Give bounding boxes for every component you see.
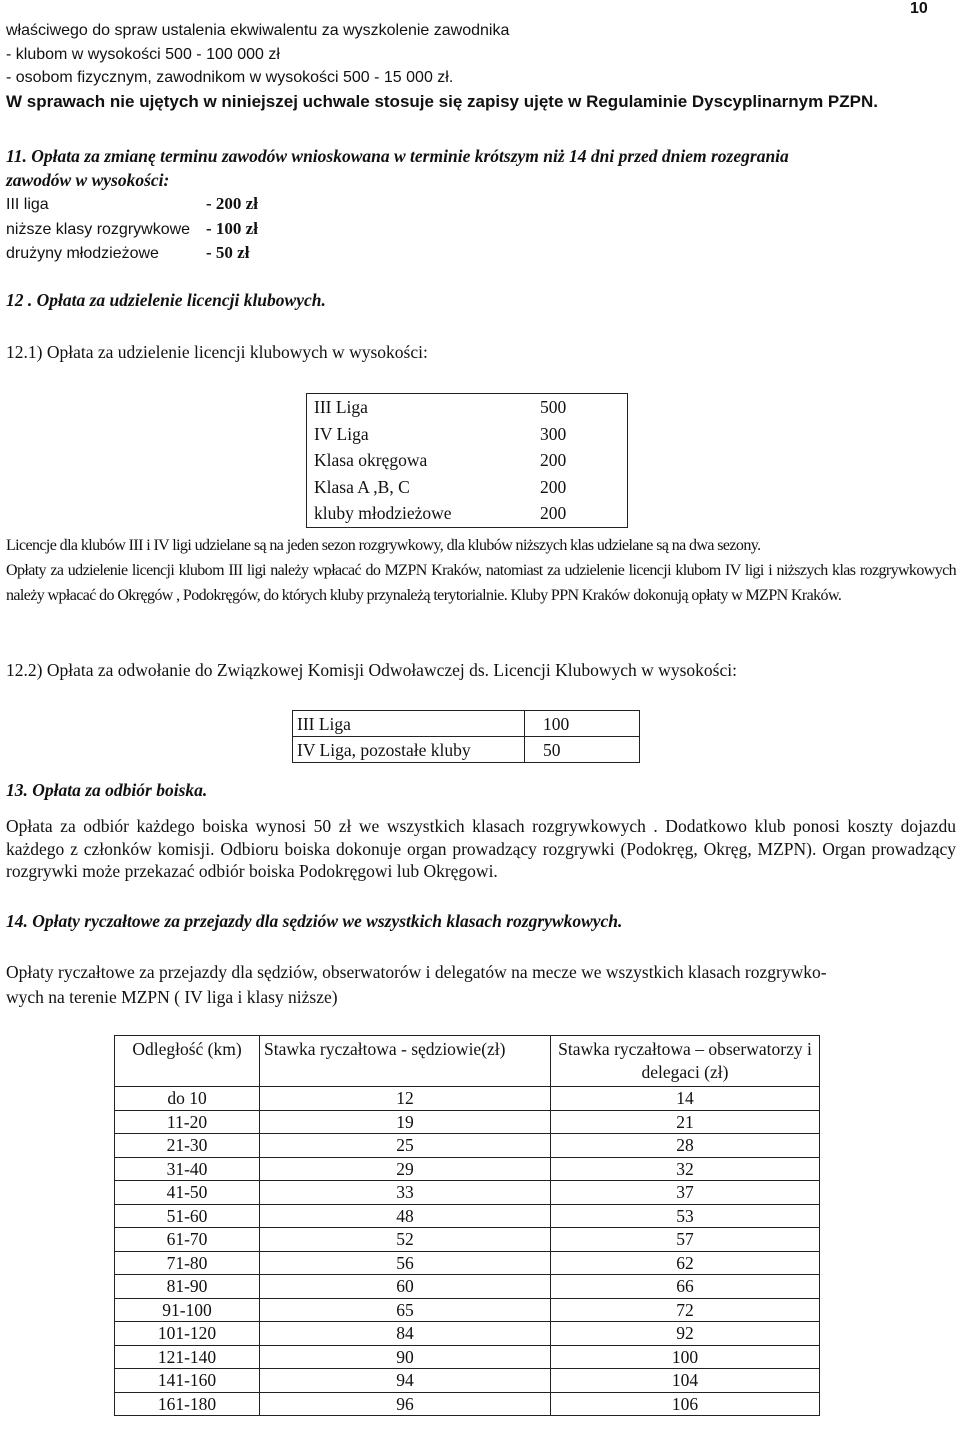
table-cell: 161-180: [115, 1392, 260, 1416]
fee-amount: - 200 zł: [206, 194, 258, 213]
page-number: 10: [910, 0, 928, 17]
table-cell: 28: [551, 1134, 820, 1158]
table-row: [293, 711, 640, 737]
intro-line-2: - klubom w wysokości 500 - 100 000 zł: [6, 46, 280, 63]
table-row: [115, 1392, 820, 1416]
table-cell: 33: [260, 1181, 551, 1205]
table-cell: 500: [540, 397, 567, 418]
section-13-text: Opłata za odbiór każdego boiska wynosi 50 zł we wszystkich klasach rozgrywkowych . Dodatkowo klub ponosi koszty dojazdu każdego z członków komisji. Odbioru boiska dokonuje organ prowadzący rozgrywki (Podokręg, Okręg, MZPN). Organ prowadzący rozgrywki może przekazać odbiór boiska Podokręgowi lub Okręgowi.: [6, 816, 956, 881]
table-cell: 94: [260, 1369, 551, 1393]
intro-line-1: właściwego do spraw ustalenia ekwiwalentu za wyszkolenie zawodnika: [6, 22, 510, 39]
fee-amount: - 100 zł: [206, 219, 258, 238]
appeal-fee-table: [292, 710, 640, 763]
intro-line-3: - osobom fizycznym, zawodnikom w wysokości 500 - 15 000 zł.: [6, 69, 454, 86]
table-row: [307, 474, 628, 501]
table-cell: 41-50: [115, 1181, 260, 1205]
travel-rates-table: [114, 1035, 820, 1416]
table-cell: 200: [540, 450, 567, 471]
table-cell: IV Liga: [314, 423, 369, 444]
fee-row: [6, 218, 258, 241]
table-cell: kluby młodzieżowe: [314, 503, 452, 524]
table-cell: 84: [260, 1322, 551, 1346]
table-row: [115, 1087, 820, 1111]
table-cell: 100: [551, 1345, 820, 1369]
table-cell: 57: [551, 1228, 820, 1252]
intro-line-4: W sprawach nie ujętych w niniejszej uchwale stosuje się zapisy ujęte w Regulaminie Dyscyplinarnym PZPN.: [6, 92, 878, 111]
table-cell: 50: [525, 737, 640, 763]
section-12-2-text: 12.2) Opłata za odwołanie do Związkowej Komisji Odwoławczej ds. Licencji Klubowych w wysokości:: [6, 660, 737, 680]
table-row: [115, 1345, 820, 1369]
fee-label: drużyny młodzieżowe: [6, 245, 159, 262]
table-row: [115, 1228, 820, 1252]
table-cell: 96: [260, 1392, 551, 1416]
table-cell: 48: [260, 1204, 551, 1228]
table-cell: III Liga: [293, 711, 525, 737]
table-cell: 60: [260, 1275, 551, 1299]
table-cell: 31-40: [115, 1157, 260, 1181]
section-13-heading: 13. Opłata za odbiór boiska.: [6, 780, 208, 800]
table-row: [115, 1369, 820, 1393]
fee-row: [6, 193, 258, 216]
table-cell: 61-70: [115, 1228, 260, 1252]
table-cell: 71-80: [115, 1251, 260, 1275]
table-cell: 11-20: [115, 1110, 260, 1134]
table-cell: Klasa okręgowa: [314, 450, 428, 471]
table-cell: 19: [260, 1110, 551, 1134]
section-11-heading-line-2: zawodów w wysokości:: [6, 170, 170, 190]
section-11-heading-line-1: 11. Opłata za zmianę terminu zawodów wnioskowana w terminie krótszym niż 14 dni przed dniem rozegrania: [6, 146, 789, 166]
licence-note-2: Opłaty za udzielenie licencji klubom III ligi należy wpłacać do MZPN Kraków, natomiast za udzielenie licencji klubom IV ligi i niższych klas rozgrywkowych należy wpłacać do Okręgów , Podokręgów, do których kluby przynależą terytorialnie. Kluby PPN Kraków dokonują opłaty w MZPN Kraków.: [6, 562, 956, 604]
table-cell: III Liga: [314, 397, 368, 418]
table-cell: 101-120: [115, 1322, 260, 1346]
table-cell: 121-140: [115, 1345, 260, 1369]
table-cell: 91-100: [115, 1298, 260, 1322]
table-cell: 52: [260, 1228, 551, 1252]
table-row: [115, 1298, 820, 1322]
table-cell: 56: [260, 1251, 551, 1275]
licence-fee-table: [306, 393, 628, 528]
table-row: [307, 421, 628, 448]
table-cell: 51-60: [115, 1204, 260, 1228]
fee-label: niższe klasy rozgrywkowe: [6, 221, 191, 238]
table-row: [115, 1204, 820, 1228]
table-cell: 53: [551, 1204, 820, 1228]
table-cell: 66: [551, 1275, 820, 1299]
table-row: [115, 1134, 820, 1158]
table-cell: 81-90: [115, 1275, 260, 1299]
table-cell: 21-30: [115, 1134, 260, 1158]
table-row: [115, 1157, 820, 1181]
fee-row: [6, 242, 249, 265]
table-row: [307, 500, 628, 527]
table-cell: 21: [551, 1110, 820, 1134]
table-row: [115, 1322, 820, 1346]
table-row: [115, 1251, 820, 1275]
column-header: Stawka ryczałtowa - sędziowie(zł): [260, 1036, 551, 1087]
table-cell: 32: [551, 1157, 820, 1181]
table-row: [115, 1275, 820, 1299]
table-header-row: [115, 1036, 820, 1087]
column-header: Stawka ryczałtowa – obserwatorzy i delegaci (zł): [551, 1036, 820, 1087]
table-cell: 62: [551, 1251, 820, 1275]
section-12-1-text: 12.1) Opłata za udzielenie licencji klubowych w wysokości:: [6, 342, 428, 362]
table-row: [115, 1110, 820, 1134]
section-14-text-line-1: Opłaty ryczałtowe za przejazdy dla sędziów, obserwatorów i delegatów na mecze we wszystkich klasach rozgrywko-: [6, 962, 827, 982]
table-cell: Klasa A ,B, C: [314, 476, 410, 497]
column-header: Odległość (km): [115, 1036, 260, 1087]
table-cell: 141-160: [115, 1369, 260, 1393]
table-cell: 92: [551, 1322, 820, 1346]
section-14-heading: 14. Opłaty ryczałtowe za przejazdy dla sędziów we wszystkich klasach rozgrywkowych.: [6, 911, 623, 931]
table-cell: 104: [551, 1369, 820, 1393]
table-cell: 37: [551, 1181, 820, 1205]
table-row: [307, 394, 628, 421]
table-cell: 200: [540, 476, 567, 497]
table-row: [307, 447, 628, 474]
table-cell: 200: [540, 503, 567, 524]
table-cell: 65: [260, 1298, 551, 1322]
fee-amount: - 50 zł: [206, 243, 250, 262]
table-cell: 300: [540, 423, 567, 444]
table-cell: 72: [551, 1298, 820, 1322]
table-cell: 25: [260, 1134, 551, 1158]
table-row: [293, 737, 640, 763]
table-cell: 29: [260, 1157, 551, 1181]
table-cell: do 10: [115, 1087, 260, 1111]
fee-label: III liga: [6, 196, 49, 213]
section-14-text-line-2: wych na terenie MZPN ( IV liga i klasy niższe): [6, 987, 338, 1007]
table-row: [115, 1181, 820, 1205]
table-cell: 100: [525, 711, 640, 737]
table-cell: IV Liga, pozostałe kluby: [293, 737, 525, 763]
licence-note-1: Licencje dla klubów III i IV ligi udzielane są na jeden sezon rozgrywkowy, dla klubów niższych klas udzielane są na dwa sezony.: [6, 537, 761, 554]
section-12-heading: 12 . Opłata za udzielenie licencji klubowych.: [6, 290, 326, 310]
table-cell: 106: [551, 1392, 820, 1416]
table-cell: 90: [260, 1345, 551, 1369]
table-cell: 12: [260, 1087, 551, 1111]
table-cell: 14: [551, 1087, 820, 1111]
